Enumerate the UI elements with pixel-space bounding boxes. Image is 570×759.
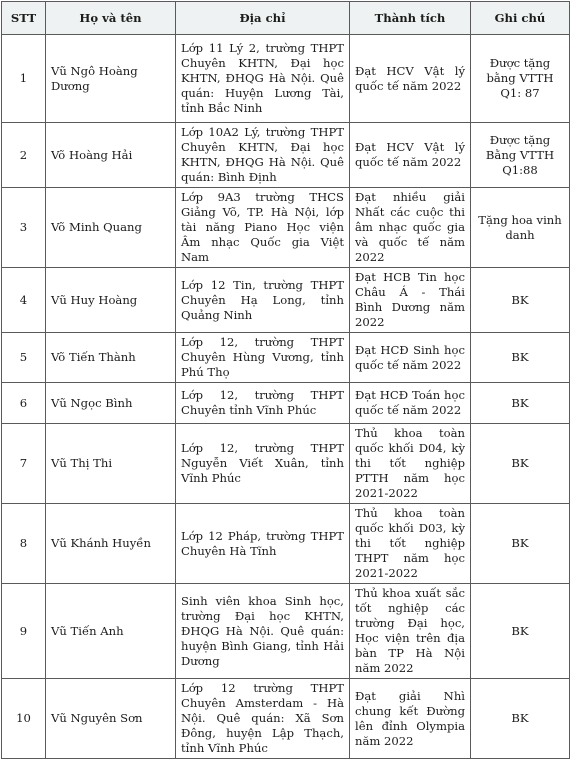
cell-name: Vũ Tiến Anh	[46, 584, 176, 679]
cell-stt: 3	[2, 188, 46, 268]
cell-address: Lớp 11 Lý 2, trường THPT Chuyên KHTN, Đại học KHTN, ĐHQG Hà Nội. Quê quán: Huyện Lương Tài, tỉnh Bắc Ninh	[176, 35, 350, 123]
cell-note: Tặng hoa vinh danh	[471, 188, 570, 268]
cell-name: Vũ Thị Thi	[46, 424, 176, 504]
cell-stt: 6	[2, 383, 46, 424]
table-row	[2, 383, 570, 424]
cell-achievement: Đạt nhiều giải Nhất các cuộc thi âm nhạc quốc gia và quốc tế năm 2022	[350, 188, 471, 268]
table-row	[2, 584, 570, 679]
cell-stt: 4	[2, 268, 46, 333]
cell-address: Lớp 12, trường THPT Chuyên tỉnh Vĩnh Phúc	[176, 383, 350, 424]
cell-name: Vũ Nguyên Sơn	[46, 679, 176, 759]
cell-name: Vũ Khánh Huyền	[46, 504, 176, 584]
table-row	[2, 504, 570, 584]
cell-note: BK	[471, 383, 570, 424]
table-header-row	[2, 2, 570, 35]
cell-achievement: Đạt HCV Vật lý quốc tế năm 2022	[350, 35, 471, 123]
header-achievement: Thành tích	[350, 2, 471, 35]
cell-achievement: Đạt HCB Tin học Châu Á - Thái Bình Dương năm 2022	[350, 268, 471, 333]
cell-stt: 8	[2, 504, 46, 584]
cell-address: Lớp 12 Pháp, trường THPT Chuyên Hà Tĩnh	[176, 504, 350, 584]
cell-note: Được tặng Bằng VTTH Q1:88	[471, 123, 570, 188]
cell-address: Lớp 9A3 trường THCS Giảng Võ, TP. Hà Nội, lớp tài năng Piano Học viện Âm nhạc Quốc gia Việt Nam	[176, 188, 350, 268]
cell-achievement: Thủ khoa xuất sắc tốt nghiệp các trường Đại học, Học viện trên địa bàn TP Hà Nội năm 2022	[350, 584, 471, 679]
table-row	[2, 35, 570, 123]
header-note: Ghi chú	[471, 2, 570, 35]
cell-name: Vũ Huy Hoàng	[46, 268, 176, 333]
header-stt: STT	[2, 2, 46, 35]
table-row	[2, 333, 570, 383]
cell-note: BK	[471, 424, 570, 504]
cell-note: BK	[471, 333, 570, 383]
cell-achievement: Đạt HCĐ Sinh học quốc tế năm 2022	[350, 333, 471, 383]
cell-name: Võ Tiến Thành	[46, 333, 176, 383]
cell-achievement: Thủ khoa toàn quốc khối D04, kỳ thi tốt nghiệp PTTH năm học 2021-2022	[350, 424, 471, 504]
cell-note: BK	[471, 584, 570, 679]
cell-address: Lớp 12, trường THPT Nguyễn Viết Xuân, tỉnh Vĩnh Phúc	[176, 424, 350, 504]
honor-table	[1, 1, 570, 759]
cell-stt: 9	[2, 584, 46, 679]
cell-name: Võ Hoàng Hải	[46, 123, 176, 188]
cell-address: Lớp 12, trường THPT Chuyên Hùng Vương, tỉnh Phú Thọ	[176, 333, 350, 383]
cell-note: BK	[471, 504, 570, 584]
cell-stt: 2	[2, 123, 46, 188]
table-row	[2, 188, 570, 268]
cell-achievement: Thủ khoa toàn quốc khối D03, kỳ thi tốt nghiệp THPT năm học 2021-2022	[350, 504, 471, 584]
cell-note: BK	[471, 268, 570, 333]
cell-achievement: Đạt HCV Vật lý quốc tế năm 2022	[350, 123, 471, 188]
cell-address: Lớp 10A2 Lý, trường THPT Chuyên KHTN, Đại học KHTN, ĐHQG Hà Nội. Quê quán: Bình Định	[176, 123, 350, 188]
cell-name: Vũ Ngô Hoàng Dương	[46, 35, 176, 123]
table-row	[2, 123, 570, 188]
cell-achievement: Đạt HCĐ Toán học quốc tế năm 2022	[350, 383, 471, 424]
cell-address: Lớp 12 Tin, trường THPT Chuyên Hạ Long, tỉnh Quảng Ninh	[176, 268, 350, 333]
cell-address: Lớp 12 trường THPT Chuyên Amsterdam - Hà Nội. Quê quán: Xã Sơn Đông, huyện Lập Thạch, tỉnh Vĩnh Phúc	[176, 679, 350, 759]
cell-stt: 5	[2, 333, 46, 383]
table-row	[2, 424, 570, 504]
cell-stt: 7	[2, 424, 46, 504]
cell-stt: 1	[2, 35, 46, 123]
cell-achievement: Đạt giải Nhì chung kết Đường lên đỉnh Olympia năm 2022	[350, 679, 471, 759]
cell-name: Vũ Ngọc Bình	[46, 383, 176, 424]
cell-stt: 10	[2, 679, 46, 759]
header-name: Họ và tên	[46, 2, 176, 35]
table-row	[2, 679, 570, 759]
cell-note: Được tặng bằng VTTH Q1: 87	[471, 35, 570, 123]
cell-note: BK	[471, 679, 570, 759]
cell-name: Võ Minh Quang	[46, 188, 176, 268]
table-row	[2, 268, 570, 333]
header-address: Địa chỉ	[176, 2, 350, 35]
cell-address: Sinh viên khoa Sinh học, trường Đại học KHTN, ĐHQG Hà Nội. Quê quán: huyện Bình Giang, tỉnh Hải Dương	[176, 584, 350, 679]
